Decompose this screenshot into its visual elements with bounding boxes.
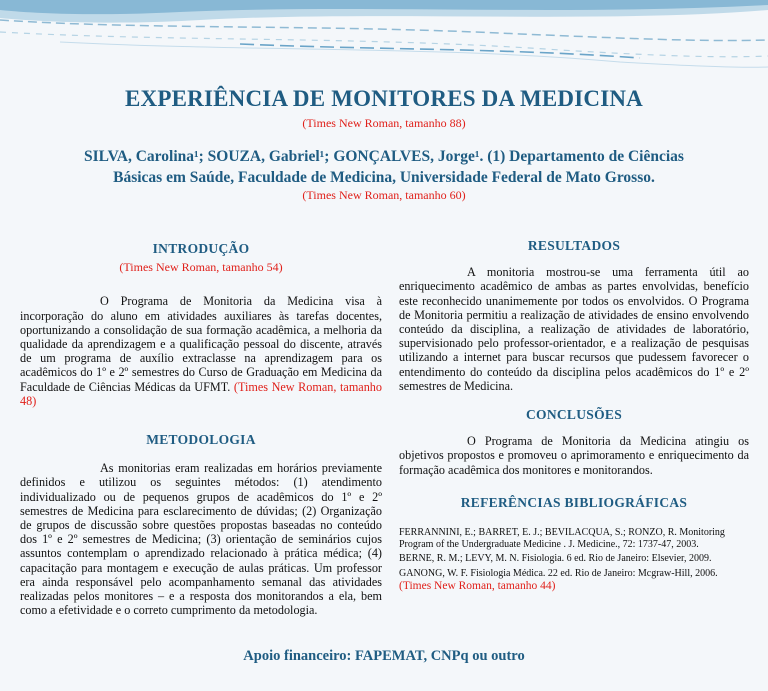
poster-title: EXPERIÊNCIA DE MONITORES DA MEDICINA bbox=[125, 86, 643, 111]
introducao-body-font-note: (Times New Roman, tamanho 48) bbox=[20, 379, 382, 408]
header-decoration bbox=[0, 0, 768, 72]
authors-line-2: Básicas em Saúde, Faculdade de Medicina, Universidade Federal de Mato Grosso. bbox=[113, 169, 655, 186]
referencias-heading: REFERÊNCIAS BIBLIOGRÁFICAS bbox=[460, 494, 688, 510]
metodologia-heading: METODOLOGIA bbox=[146, 432, 256, 448]
conclusoes-heading: CONCLUSÕES bbox=[525, 407, 623, 423]
authors-block bbox=[40, 146, 728, 188]
funding-footer: Apoio financeiro: FAPEMAT, CNPq ou outro bbox=[243, 648, 525, 664]
introducao-body bbox=[20, 294, 382, 408]
introducao-text: O Programa de Monitoria da Medicina visa à incorporação do aluno em atividades auxiliares às tarefas docentes, oportunizando a consolidação de sua formação acadêmica, a melhoria da qualidade da aprendizagem e a qualificação pessoal do discente, através de um programa de auxílio extraclasse na aprendizagem para os acadêmicos do 1º e 2º semestres do Curso de Graduação em Medicina da Faculdade de Ciências Médicas da UFMT. bbox=[20, 294, 382, 394]
referencias-font-note: (Times New Roman, tamanho 44) bbox=[399, 580, 556, 593]
left-column bbox=[20, 242, 382, 617]
authors-font-note: (Times New Roman, tamanho 60) bbox=[302, 188, 466, 202]
title-font-note: (Times New Roman, tamanho 88) bbox=[302, 116, 466, 130]
right-column bbox=[399, 239, 749, 593]
introducao-heading: INTRODUÇÃO bbox=[152, 241, 250, 256]
authors-line-1: SILVA, Carolina¹; SOUZA, Gabriel¹; GONÇALVES, Jorge¹. (1) Departamento de Ciências bbox=[84, 148, 684, 165]
reference-item: FERRANNINI, E.; BARRET, E. J.; BEVILACQUA, S.; RONZO, R. Monitoring Program of the Undergraduate Medicine . J. Medicine., 72: 1737-47, 2003. bbox=[399, 527, 725, 550]
reference-item: GANONG, W. F. Fisiologia Médica. 22 ed. Rio de Janeiro: Mcgraw-Hill, 2006. bbox=[399, 567, 718, 579]
reference-item: BERNE, R. M.; LEVY, M. N. Fisiologia. 6 ed. Rio de Janeiro: Elsevier, 2009. bbox=[399, 553, 712, 565]
resultados-body: A monitoria mostrou-se uma ferramenta útil ao enriquecimento acadêmico de ambas as partes envolvidas, benefício este reconhecido unanimemente por todos os envolvidos. O Programa de Monitoria permitiu a realização de atividades de ensino envolvendo conteúdo da disciplina, a realização de atividades de laboratório, supervisionado pelo professor-orientador, e a realização de pesquisas utilizando a internet para buscar recursos que pudessem favorecer o entendimento do conteúdo da disciplina pelos acadêmicos do 1º e 2º semestres de Medicina. bbox=[399, 265, 749, 393]
conclusoes-body: O Programa de Monitoria da Medicina atingiu os objetivos propostos e promoveu o aprimoramento e enriquecimento da formação acadêmica dos monitores e monitorandos. bbox=[399, 434, 749, 477]
referencias-list bbox=[399, 527, 749, 593]
metodologia-body: As monitorias eram realizadas em horários previamente definidos e utilizou os seguintes métodos: (1) atendimento individualizado ou de pequenos grupos de acadêmicos do 1º e 2º semestres de Medicina para esclarecimento de dúvidas; (2) Organização de grupos de discussão sobre questões propostas baseadas no conteúdo dos 1º e 2º semestres de Medicina; (3) orientação de seminários cujos assuntos contemplam o aprendizado relacionado à prática médica; (4) capacitação para montagem e execução de aulas práticas. Um professor era ainda responsável pelo acompanhamento semanal das atividades realizadas pelos monitores – e a resposta dos monitorandos a ela, bem como a efetividade e o correto cumprimento da metodologia. bbox=[20, 461, 382, 618]
introducao-font-note: (Times New Roman, tamanho 54) bbox=[119, 260, 283, 275]
resultados-heading: RESULTADOS bbox=[527, 238, 621, 253]
